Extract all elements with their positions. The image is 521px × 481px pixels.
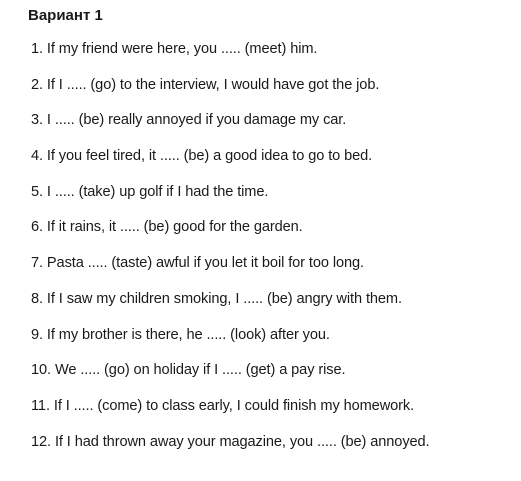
exercise-item: 4. If you feel tired, it ..... (be) a good idea to go to bed. — [31, 148, 373, 165]
exercise-item: 6. If it rains, it ..... (be) good for the garden. — [31, 219, 303, 236]
exercise-item: 5. I ..... (take) up golf if I had the time. — [31, 183, 269, 200]
exercise-item: 8. If I saw my children smoking, I ..... (be) angry with them. — [31, 290, 402, 307]
exercise-item: 3. I ..... (be) really annoyed if you damage my car. — [31, 112, 347, 129]
exercise-item: 11. If I ..... (come) to class early, I could finish my homework. — [31, 397, 415, 414]
exercise-item: 2. If I ..... (go) to the interview, I would have got the job. — [31, 76, 380, 93]
exercise-item: 9. If my brother is there, he ..... (look) after you. — [31, 326, 330, 343]
exercise-item: 10. We ..... (go) on holiday if I ..... (get) a pay rise. — [31, 362, 346, 379]
worksheet-title: Вариант 1 — [28, 7, 103, 24]
exercise-item: 12. If I had thrown away your magazine, you ..... (be) annoyed. — [31, 433, 430, 450]
exercise-item: 7. Pasta ..... (taste) awful if you let it boil for too long. — [31, 255, 364, 272]
exercise-item: 1. If my friend were here, you ..... (meet) him. — [31, 41, 318, 57]
exercise-list — [31, 39, 430, 467]
